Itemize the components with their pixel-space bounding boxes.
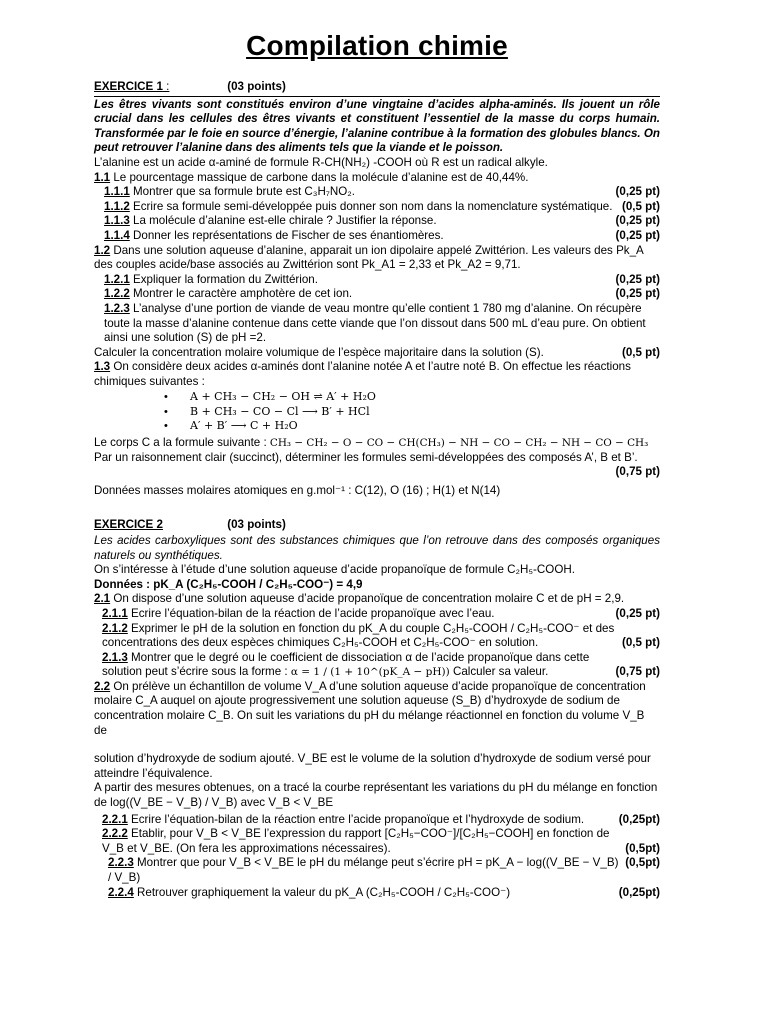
question-2-1-1: 2.1.1 Ecrire l’équation-bilan de la réaction de l’acide propanoïque avec l’eau. (0,25 pt): [102, 606, 660, 620]
question-2-2: 2.2 On prélève un échantillon de volume V_A d’une solution aqueuse d’acide propanoïque de concentration molaire C_A auquel on ajoute progressivement une solution aqueuse (S_B) d’hydroxyde de sodium de concentration molaire C_B. On suit les variations du pH du mélange réactionnel en fonction du volume V_B de: [94, 679, 646, 737]
raisonnement-question: Par un raisonnement clair (succinct), déterminer les formules semi-développées des composés A’, B et B’.: [94, 450, 638, 464]
question-1-1-4: 1.1.4 Donner les représentations de Fischer de ses énantiomères. (0,25 pt): [104, 228, 660, 242]
reaction-item: • B + CH₃ − CO − Cl ⟶ B′ + HCl: [164, 405, 660, 420]
exercise-2-intro: Les acides carboxyliques sont des substances chimiques que l’on retrouve dans des composés organiques naturels ou synthétiques.: [94, 533, 660, 562]
question-2-2-continued: solution d’hydroxyde de sodium ajouté. V_BE est le volume de la solution d’hydroxyde de sodium versé pour atteindre l’équivalence.: [94, 752, 651, 780]
question-2-2-2: 2.2.2 Etablir, pour V_B < V_BE l’expression du rapport [C₂H₅−COO⁻]/[C₂H₅−COOH] en fonction de V_B et V_BE. (On fera les approximations nécessaires). (0,5pt): [102, 827, 660, 855]
exercise-1-points: (03 points): [227, 80, 286, 93]
question-2-2-1: 2.2.1 Ecrire l’équation-bilan de la réaction entre l’acide propanoïque et l’hydroxyde de sodium. (0,25pt): [102, 812, 660, 826]
question-2-2-4: 2.2.4 Retrouver graphiquement la valeur du pK_A (C₂H₅-COOH / C₂H₅-COO⁻) (0,25pt): [108, 885, 660, 899]
question-1-2-1: 1.2.1 Expliquer la formation du Zwittérion. (0,25 pt): [104, 272, 660, 286]
question-1-2-3-calc: Calculer la concentration molaire volumique de l’espèce majoritaire dans la solution (S). (0,5 pt): [94, 345, 660, 359]
exercise-1-label: EXERCICE 1 :: [94, 80, 170, 93]
question-2-2-curve: A partir des mesures obtenues, on a tracé la courbe représentant les variations du pH du mélange en fonction de log((V_BE − V_B) / V_B) avec V_B < V_BE: [94, 781, 658, 810]
exercise-1-intro: Les êtres vivants sont constitués environ d’une vingtaine d’acides alpha-aminés. Ils jouent un rôle crucial dans les cellules des êtres vivants et constituent l’essentiel de la masse du corps humain. Transformée par le foie en source d’énergie, l’alanine contribue à la formation des globules blancs. On peut retrouver l’alanine dans des aliments tels que la viande et le poisson.: [94, 97, 660, 155]
exercise-1-header: [94, 80, 660, 97]
alpha-formula: α = 1 / (1 + 10^(pK_A − pH)): [290, 666, 450, 679]
question-1-3: 1.3 On considère deux acides α-aminés dont l’alanine notée A et l’autre noté B. On effectue les réactions chimiques suivantes :: [94, 360, 631, 388]
question-1-2-3: 1.2.3 L’analyse d’une portion de viande de veau montre qu’elle contient 1 780 mg d’alanine. On récupère toute la masse d’alanine contenue dans cette viande que l’on dissout dans 500 mL d’eau pure. On obtient ainsi une solution (S) de pH =2.: [104, 301, 646, 345]
reaction-list: [94, 390, 660, 434]
exercise-2-data: Données : pK_A (C₂H₅-COOH / C₂H₅-COO⁻) = 4,9: [94, 577, 363, 591]
corps-c-formula: Le corps C a la formule suivante : CH₃ − CH₂ − O − CO − CH(CH₃) − NH − CO − CH₂ − NH − CO − CH₃: [94, 435, 649, 449]
exercise-2-line1: On s’intéresse à l’étude d’une solution aqueuse d’acide propanoïque de formule C₂H₅-COOH.: [94, 563, 575, 577]
question-2-2-3: 2.2.3 Montrer que pour V_B < V_BE le pH du mélange peut s’écrire pH = pK_A − log((V_BE − V_B) / V_B) (0,5pt): [108, 856, 660, 884]
reaction-item: • A + CH₃ − CH₂ − OH ⇌ A′ + H₂O: [164, 390, 660, 405]
question-1-1-1: 1.1.1 Montrer que sa formule brute est C₃H₇NO₂. (0,25 pt): [104, 185, 660, 199]
raisonnement-points: (0,75 pt): [615, 465, 660, 479]
question-1-1-2: 1.1.2 Ecrire sa formule semi-développée puis donner son nom dans la nomenclature systématique. (0,5 pt): [104, 199, 660, 213]
question-1-2: 1.2 Dans une solution aqueuse d’alanine, apparait un ion dipolaire appelé Zwittérion. Les valeurs des Pk_A des couples acide/base associés au Zwittérion sont Pk_A1 = 2,33 et Pk_A2 = 9,71.: [94, 243, 644, 272]
question-1-2-2: 1.2.2 Montrer le caractère amphotère de cet ion. (0,25 pt): [104, 287, 660, 301]
question-1-1: 1.1 Le pourcentage massique de carbone dans la molécule d’alanine est de 40,44%.: [94, 170, 529, 184]
reaction-item: • A′ + B′ ⟶ C + H₂O: [164, 419, 660, 434]
question-2-1-3: 2.1.3 Montrer que le degré ou le coefficient de dissociation α de l’acide propanoïque dans cette solution peut s’écrire sous la forme : α = 1 / (1 + 10^(pK_A − pH)) Calculer sa valeur. (0,75 pt): [102, 650, 660, 679]
alanine-formula-line: L’alanine est un acide α-aminé de formule R-CH(NH₂) -COOH où R est un radical alkyle.: [94, 155, 548, 169]
page-title: Compilation chimie: [246, 30, 508, 61]
exercise-2-label: EXERCICE 2: [94, 518, 163, 532]
exercise-2-points: (03 points): [227, 518, 286, 532]
question-1-1-3: 1.1.3 La molécule d’alanine est-elle chirale ? Justifier la réponse. (0,25 pt): [104, 214, 660, 228]
question-2-1-2: 2.1.2 Exprimer le pH de la solution en fonction du pK_A du couple C₂H₅-COOH / C₂H₅-COO⁻ et des concentrations des deux espèces chimiques C₂H₅-COOH et C₂H₅-COO⁻ en solution. (0,5 pt): [102, 621, 660, 650]
question-2-1: 2.1 On dispose d’une solution aqueuse d’acide propanoïque de concentration molaire C et de pH = 2,9.: [94, 592, 625, 606]
document-page: [94, 28, 660, 900]
molar-mass-data: Données masses molaires atomiques en g.mol⁻¹ : C(12), O (16) ; H(1) et N(14): [94, 483, 501, 497]
exercise-2-header: [94, 518, 660, 534]
